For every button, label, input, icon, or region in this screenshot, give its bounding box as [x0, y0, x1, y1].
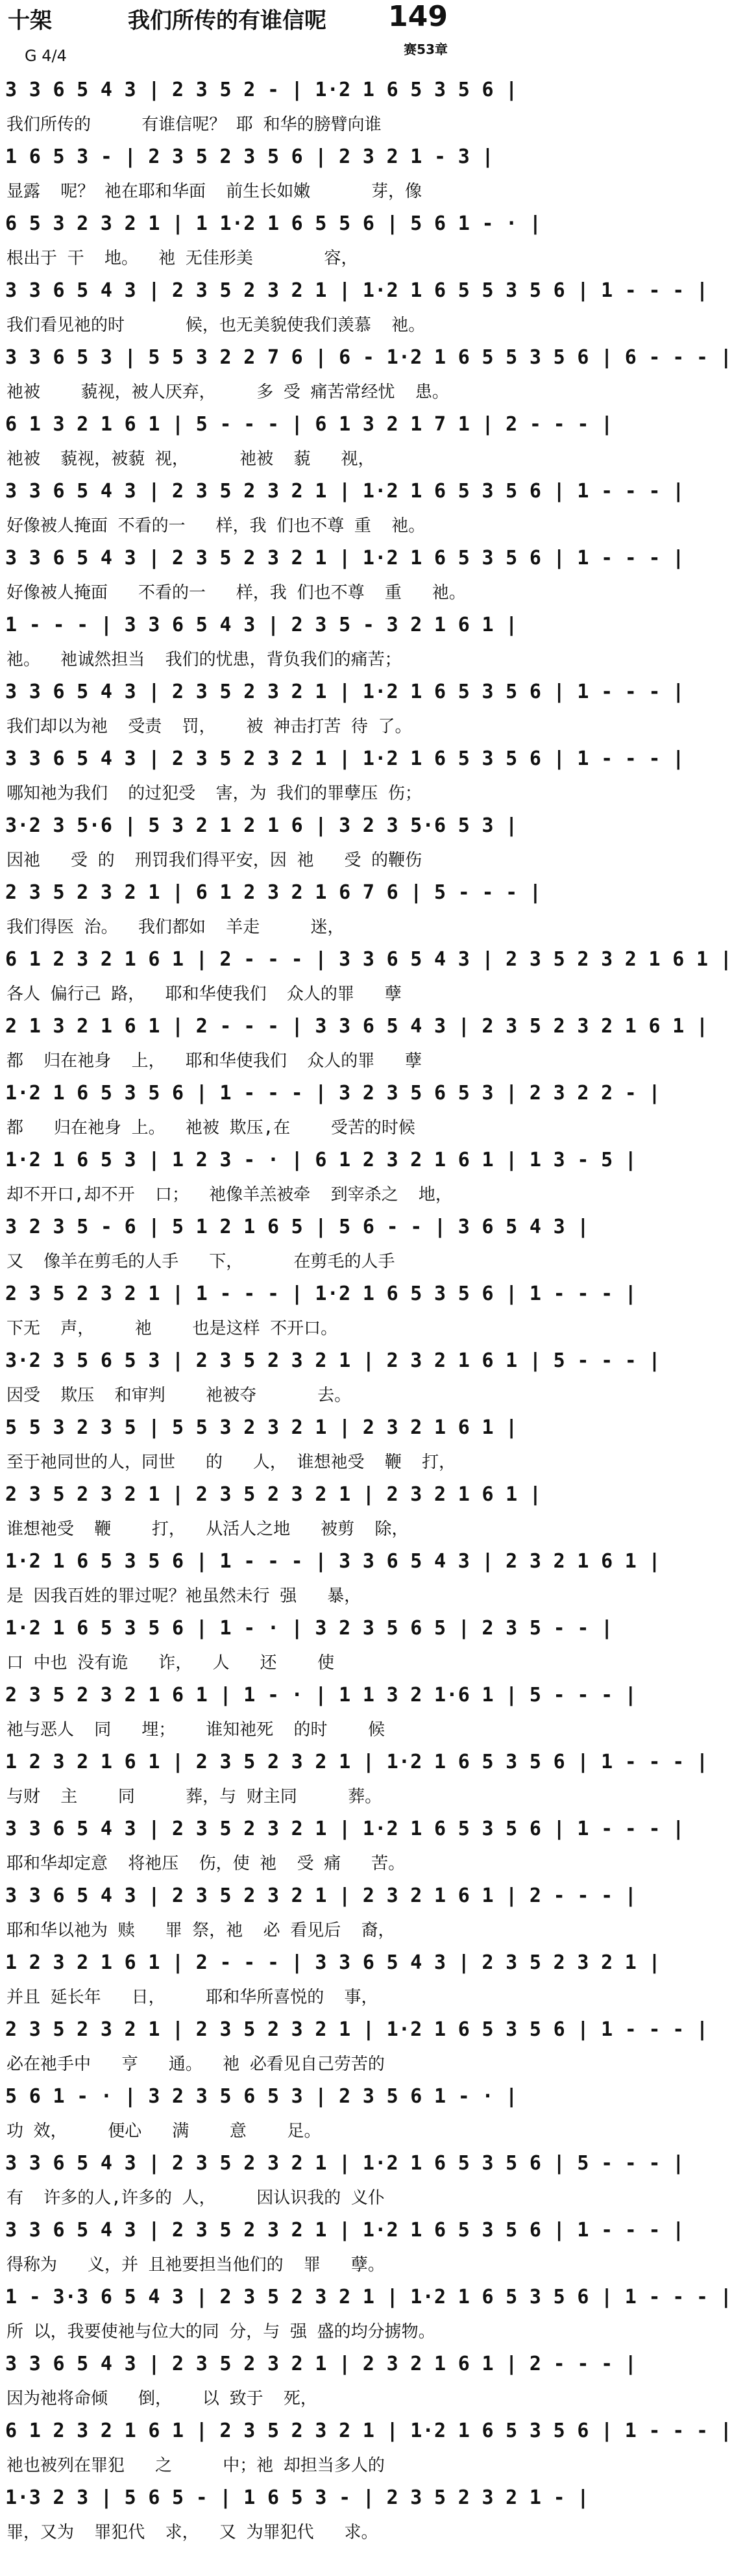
lyrics-line: 得称为 义，并 且祂要担当他们的 罪 孽。	[6, 2255, 385, 2275]
lyrics-line: 却不开口,却不开 口； 祂像羊羔被牵 到宰杀之 地，	[6, 1185, 452, 1205]
notation-line: 1·2 1 6 5 3 5 6 | 1 - · | 3 2 3 5 6 5 | 2 3 5 - - |	[5, 1617, 613, 1640]
hymn-reference: 赛53章	[404, 42, 448, 57]
lyrics-line: 并且 延长年 日， 耶和华所喜悦的 事，	[6, 1988, 378, 2007]
score-system	[0, 541, 685, 611]
lyrics-line: 功 效， 便心 满 意 足。	[6, 2121, 321, 2141]
notation-line: 2 3 5 2 3 2 1 | 2 3 5 2 3 2 1 | 1·2 1 6 5 3 5 6 | 1 - - - |	[5, 2018, 709, 2041]
notation-line: 3 3 6 5 4 3 | 2 3 5 2 3 2 1 | 1·2 1 6 5 3 5 6 | 1 - - - |	[5, 480, 685, 503]
score-system	[0, 1812, 685, 1882]
lyrics-line: 耶和华却定意 将祂压 伤，使 祂 受 痛 苦。	[6, 1854, 406, 1873]
score-system	[0, 608, 518, 678]
lyrics-line: 至于祂同世的人，同世 的 人， 谁想祂受 鞭 打，	[6, 1453, 456, 1472]
notation-line: 3 3 6 5 4 3 | 2 3 5 2 - | 1·2 1 6 5 3 5 6 |	[5, 79, 518, 101]
score-system	[0, 1143, 637, 1213]
notation-line: 5 5 3 2 3 5 | 5 5 3 2 3 2 1 | 2 3 2 1 6 1 |	[5, 1416, 518, 1439]
score-system	[0, 206, 542, 277]
notation-line: 1 2 3 2 1 6 1 | 2 3 5 2 3 2 1 | 1·2 1 6 5 3 5 6 | 1 - - - |	[5, 1751, 709, 1773]
notation-line: 3 3 6 5 4 3 | 2 3 5 2 3 2 1 | 1·2 1 6 5 3 5 6 | 1 - - - |	[5, 547, 685, 569]
notation-line: 6 1 2 3 2 1 6 1 | 2 - - - | 3 3 6 5 4 3 | 2 3 5 2 3 2 1 6 1 |	[5, 948, 732, 971]
score-system	[0, 808, 518, 879]
notation-line: 3 3 6 5 4 3 | 2 3 5 2 3 2 1 | 1·2 1 6 5 5 3 5 6 | 1 - - - |	[5, 279, 709, 302]
notation-line: 3 3 6 5 3 | 5 5 3 2 2 7 6 | 6 - 1·2 1 6 5 5 3 5 6 | 6 - - - |	[5, 346, 732, 369]
notation-line: 1·2 1 6 5 3 5 6 | 1 - - - | 3 3 6 5 4 3 | 2 3 2 1 6 1 |	[5, 1550, 661, 1573]
score-system	[0, 2280, 732, 2350]
lyrics-line: 好像被人掩面 不看的一 样，我 们也不尊 重 祂。	[6, 583, 466, 603]
score-system	[0, 1076, 661, 1146]
notation-line: 6 5 3 2 3 2 1 | 1 1·2 1 6 5 5 6 | 5 6 1 - · |	[5, 212, 542, 235]
lyrics-line: 我们得医 治。 我们都如 羊走 迷，	[6, 918, 345, 937]
score-system	[0, 942, 732, 1012]
score-system	[0, 2146, 685, 2216]
lyrics-line: 我们看见祂的时 候，也无美貌使我们羡慕 祂。	[6, 316, 426, 335]
score-system	[0, 675, 685, 745]
score-system	[0, 2012, 709, 2082]
notation-line: 3 3 6 5 4 3 | 2 3 5 2 3 2 1 | 1·2 1 6 5 3 5 6 | 1 - - - |	[5, 681, 685, 703]
notation-line: 3·2 3 5·6 | 5 3 2 1 2 1 6 | 3 2 3 5·6 5 3 |	[5, 814, 518, 837]
page-number: 149	[388, 0, 448, 33]
notation-line: 1 6 5 3 - | 2 3 5 2 3 5 6 | 2 3 2 1 - 3 |	[5, 145, 494, 168]
notation-line: 2 3 5 2 3 2 1 6 1 | 1 - · | 1 1 3 2 1·6 1 | 5 - - - |	[5, 1684, 637, 1707]
hymn-title: 我们所传的有谁信呢	[128, 8, 326, 34]
score-system	[0, 2414, 732, 2484]
notation-line: 1 - - - | 3 3 6 5 4 3 | 2 3 5 - 3 2 1 6 1 |	[5, 614, 518, 636]
lyrics-line: 我们所传的 有谁信呢？ 耶 和华的膀臂向谁	[6, 115, 382, 134]
notation-line: 1·2 1 6 5 3 | 1 2 3 - · | 6 1 2 3 2 1 6 1 | 1 3 - 5 |	[5, 1149, 637, 1171]
score-system	[0, 474, 685, 544]
score-system	[0, 1879, 637, 1949]
lyrics-line: 根出于 干 地。 祂 无佳形美 容，	[6, 249, 358, 268]
notation-line: 2 3 5 2 3 2 1 | 1 - - - | 1·2 1 6 5 3 5 6 | 1 - - - |	[5, 1282, 637, 1305]
hymn-header	[0, 0, 454, 78]
lyrics-line: 与财 主 同 葬，与 财主同 葬。	[6, 1787, 382, 1807]
notation-line: 2 3 5 2 3 2 1 | 6 1 2 3 2 1 6 7 6 | 5 - - - |	[5, 881, 542, 904]
lyrics-line: 哪知祂为我们 的过犯受 害，为 我们的罪孽压 伤；	[6, 784, 422, 803]
key-signature: G 4/4	[25, 47, 67, 65]
notation-line: 3 3 6 5 4 3 | 2 3 5 2 3 2 1 | 1·2 1 6 5 3 5 6 | 1 - - - |	[5, 747, 685, 770]
lyrics-line: 都 归在祂身 上。 祂被 欺压,在 受苦的时候	[6, 1118, 415, 1138]
lyrics-line: 祂被 藐视，被人厌弃， 多 受 痛苦常经忧 患。	[6, 382, 449, 402]
lyrics-line: 各人 偏行己 路， 耶和华使我们 众人的罪 孽	[6, 984, 402, 1004]
lyrics-line: 因受 欺压 和审判 祂被夺 去。	[6, 1386, 352, 1405]
notation-line: 3·2 3 5 6 5 3 | 2 3 5 2 3 2 1 | 2 3 2 1 6 1 | 5 - - - |	[5, 1349, 661, 1372]
score-system	[0, 2213, 685, 2283]
notation-line: 2 1 3 2 1 6 1 | 2 - - - | 3 3 6 5 4 3 | 2 3 5 2 3 2 1 6 1 |	[5, 1015, 709, 1038]
score-system	[0, 340, 732, 410]
notation-line: 1·3 2 3 | 5 6 5 - | 1 6 5 3 - | 2 3 5 2 3 2 1 - |	[5, 2486, 589, 2509]
score-system	[0, 273, 709, 344]
lyrics-line: 耶和华以祂为 赎 罪 祭，祂 必 看见后 裔，	[6, 1921, 395, 1940]
score-system	[0, 1009, 709, 1079]
lyrics-line: 所 以，我要使祂与位大的同 分，与 强 盛的均分掳物。	[6, 2322, 435, 2342]
notation-line: 3 3 6 5 4 3 | 2 3 5 2 3 2 1 | 1·2 1 6 5 3 5 6 | 1 - - - |	[5, 2219, 685, 2242]
score-system	[0, 1277, 637, 1347]
score-system	[0, 1611, 613, 1681]
lyrics-line: 又 像羊在剪毛的人手 下， 在剪毛的人手	[6, 1252, 395, 1271]
notation-line: 1 - 3·3 6 5 4 3 | 2 3 5 2 3 2 1 | 1·2 1 6 5 3 5 6 | 1 - - - |	[5, 2286, 732, 2308]
notation-line: 6 1 2 3 2 1 6 1 | 2 3 5 2 3 2 1 | 1·2 1 6 5 3 5 6 | 1 - - - |	[5, 2420, 732, 2442]
lyrics-line: 我们却以为祂 受责 罚， 被 神击打苦 待 了。	[6, 717, 412, 736]
notation-line: 5 6 1 - · | 3 2 3 5 6 5 3 | 2 3 5 6 1 - · |	[5, 2085, 518, 2108]
notation-line: 3 3 6 5 4 3 | 2 3 5 2 3 2 1 | 1·2 1 6 5 3 5 6 | 1 - - - |	[5, 1818, 685, 1840]
notation-line: 3 3 6 5 4 3 | 2 3 5 2 3 2 1 | 2 3 2 1 6 1 | 2 - - - |	[5, 2353, 637, 2375]
lyrics-line: 谁想祂受 鞭 打， 从活人之地 被剪 除，	[6, 1519, 409, 1539]
score-system	[0, 140, 494, 210]
notation-line: 6 1 3 2 1 6 1 | 5 - - - | 6 1 3 2 1 7 1 | 2 - - - |	[5, 413, 613, 436]
score-system	[0, 1410, 518, 1481]
score-system	[0, 1544, 661, 1614]
lyrics-line: 祂与恶人 同 埋； 谁知祂死 的时 候	[6, 1720, 385, 1740]
score-system	[0, 1477, 542, 1547]
score-system	[0, 1945, 661, 2016]
lyrics-line: 下无 声， 祂 也是这样 不开口。	[6, 1319, 338, 1338]
lyrics-line: 因为祂将命倾 倒， 以 致于 死，	[6, 2389, 317, 2408]
section-label: 十架	[8, 8, 52, 34]
score-system	[0, 1678, 637, 1748]
notation-line: 2 3 5 2 3 2 1 | 2 3 5 2 3 2 1 | 2 3 2 1 6 1 |	[5, 1483, 542, 1506]
score-system	[0, 2347, 637, 2417]
lyrics-line: 有 许多的人,许多的 人， 因认识我的 义仆	[6, 2188, 385, 2208]
lyrics-line: 祂被 藐视，被藐 视， 祂被 藐 视，	[6, 449, 375, 469]
notation-line: 1 2 3 2 1 6 1 | 2 - - - | 3 3 6 5 4 3 | 2 3 5 2 3 2 1 |	[5, 1951, 661, 1974]
lyrics-line: 口 中也 没有诡 诈， 人 还 使	[6, 1653, 335, 1673]
lyrics-line: 显露 呢？ 祂在耶和华面 前生长如嫩 芽，像	[6, 182, 422, 201]
lyrics-line: 好像被人掩面 不看的一 样，我 们也不尊 重 祂。	[6, 516, 426, 536]
score-system	[0, 1344, 661, 1414]
notation-line: 3 3 6 5 4 3 | 2 3 5 2 3 2 1 | 1·2 1 6 5 3 5 6 | 5 - - - |	[5, 2152, 685, 2175]
score-system	[0, 407, 613, 477]
lyrics-line: 是 因我百姓的罪过呢？祂虽然未行 强 暴，	[6, 1586, 361, 1606]
lyrics-line: 都 归在祂身 上， 耶和华使我们 众人的罪 孽	[6, 1051, 422, 1071]
notation-line: 3 2 3 5 - 6 | 5 1 2 1 6 5 | 5 6 - - | 3 6 5 4 3 |	[5, 1216, 589, 1238]
lyrics-line: 罪，又为 罪犯代 求， 又 为罪犯代 求。	[6, 2523, 378, 2542]
lyrics-line: 祂。 祂诚然担当 我们的忧患，背负我们的痛苦；	[6, 650, 402, 669]
score-system	[0, 2079, 518, 2149]
score-system	[0, 1210, 589, 1280]
score-system	[0, 1745, 709, 1815]
notation-line: 1·2 1 6 5 3 5 6 | 1 - - - | 3 2 3 5 6 5 3 | 2 3 2 2 - |	[5, 1082, 661, 1105]
score-system	[0, 73, 518, 143]
score-system	[0, 875, 542, 945]
notation-line: 3 3 6 5 4 3 | 2 3 5 2 3 2 1 | 2 3 2 1 6 1 | 2 - - - |	[5, 1884, 637, 1907]
score-system	[0, 2481, 589, 2551]
lyrics-line: 必在祂手中 亨 通。 祂 必看见自己劳苦的	[6, 2055, 385, 2074]
score-system	[0, 742, 685, 812]
lyrics-line: 祂也被列在罪犯 之 中；祂 却担当多人的	[6, 2456, 385, 2475]
lyrics-line: 因祂 受 的 刑罚我们得平安，因 祂 受 的鞭伤	[6, 851, 422, 870]
